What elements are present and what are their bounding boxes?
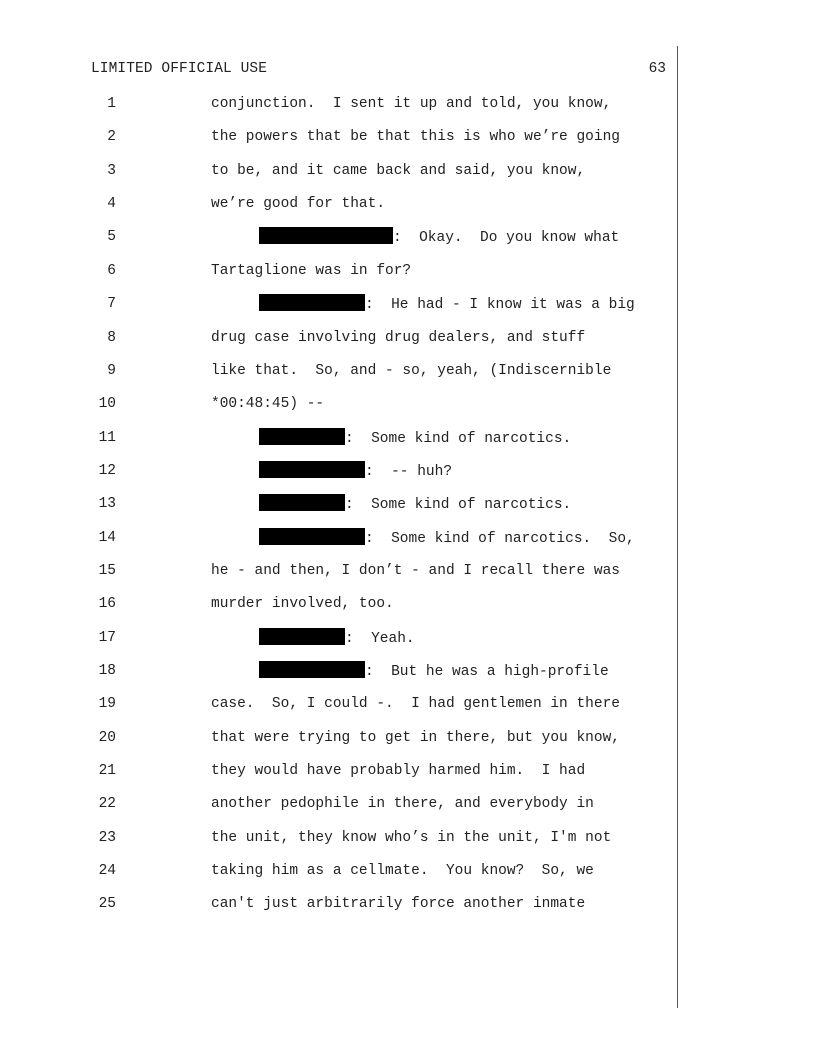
- line-content: to be, and it came back and said, you know,: [211, 162, 586, 179]
- speaker-line-text: [259, 661, 609, 682]
- transcript-line: [0, 528, 816, 548]
- line-number: 25: [98, 896, 116, 913]
- transcript-line: [0, 161, 816, 181]
- line-content: another pedophile in there, and everybody in: [211, 796, 594, 813]
- speaker-line-text: [259, 428, 571, 449]
- line-content: we’re good for that.: [211, 196, 386, 213]
- transcript-line: [0, 694, 816, 714]
- line-content: they would have probably harmed him. I had: [211, 763, 586, 779]
- line-content: Tartaglione was in for?: [211, 262, 412, 279]
- transcript-line: [0, 361, 816, 381]
- transcript-line: [0, 94, 816, 114]
- transcript-line: [0, 628, 816, 648]
- line-text: [211, 161, 585, 181]
- redacted-speaker-name: [259, 461, 365, 478]
- line-content: : Some kind of narcotics.: [345, 430, 572, 447]
- speaker-line-text: [259, 528, 635, 549]
- line-number: 1: [107, 96, 116, 112]
- redacted-speaker-name: [259, 428, 345, 445]
- line-number: 6: [107, 262, 116, 279]
- transcript-line: [0, 661, 816, 681]
- line-text: [211, 127, 620, 147]
- redacted-speaker-name: [259, 528, 365, 545]
- transcript-line: [0, 261, 816, 281]
- line-text: [211, 694, 620, 714]
- line-text: [211, 328, 585, 348]
- line-text: [211, 261, 411, 281]
- page-number: 63: [648, 61, 666, 77]
- line-content: conjunction. I sent it up and told, you know,: [211, 96, 612, 112]
- speaker-line-text: [259, 628, 415, 649]
- line-number: 4: [107, 196, 116, 213]
- line-content: case. So, I could -. I had gentlemen in there: [211, 696, 620, 713]
- line-content: the unit, they know who’s in the unit, I'm not: [211, 829, 612, 846]
- line-text: [211, 728, 620, 748]
- transcript-line: [0, 461, 816, 481]
- line-number: 15: [98, 562, 116, 579]
- line-text: [211, 861, 594, 881]
- line-content: : -- huh?: [365, 463, 453, 480]
- line-number: 22: [98, 796, 116, 813]
- redacted-speaker-name: [259, 628, 345, 645]
- transcript-line: [0, 494, 816, 514]
- speaker-line-text: [259, 227, 619, 248]
- line-text: [211, 594, 394, 614]
- line-number: 2: [107, 129, 116, 146]
- line-content: drug case involving drug dealers, and stuff: [211, 329, 586, 346]
- line-content: he - and then, I don’t - and I recall there was: [211, 562, 620, 579]
- redacted-speaker-name: [259, 294, 365, 311]
- redacted-speaker-name: [259, 227, 393, 244]
- classification-header: LIMITED OFFICIAL USE: [91, 61, 268, 77]
- line-number: 12: [98, 462, 116, 479]
- redacted-speaker-name: [259, 661, 365, 678]
- line-number: 23: [98, 829, 116, 846]
- line-number: 18: [98, 663, 116, 679]
- transcript-line: [0, 227, 816, 247]
- transcript-line: [0, 294, 816, 314]
- line-text: [211, 561, 620, 581]
- line-content: like that. So, and - so, yeah, (Indiscernible: [211, 362, 612, 379]
- transcript-line: [0, 561, 816, 581]
- transcript-line: [0, 761, 816, 781]
- line-content: *00:48:45) --: [211, 396, 325, 413]
- line-number: 11: [98, 429, 116, 446]
- speaker-line-text: [259, 461, 452, 482]
- transcript-line: [0, 794, 816, 814]
- transcript-line: [0, 428, 816, 448]
- transcript-line: [0, 127, 816, 147]
- speaker-line-text: [259, 294, 635, 315]
- speaker-line-text: [259, 494, 571, 515]
- transcript-line: [0, 828, 816, 848]
- line-content: : Some kind of narcotics.: [345, 497, 572, 514]
- transcript-line: [0, 594, 816, 614]
- transcript-line: [0, 394, 816, 414]
- line-content: that were trying to get in there, but you know,: [211, 729, 620, 746]
- line-number: 10: [98, 396, 116, 413]
- transcript-line: [0, 894, 816, 914]
- line-number: 17: [98, 629, 116, 646]
- line-content: taking him as a cellmate. You know? So, we: [211, 863, 594, 880]
- line-number: 14: [98, 529, 116, 546]
- line-text: [211, 394, 324, 414]
- line-text: [211, 761, 585, 781]
- line-number: 9: [107, 362, 116, 379]
- transcript-line: [0, 194, 816, 214]
- line-content: : He had - I know it was a big: [365, 297, 635, 314]
- line-text: [211, 194, 385, 214]
- transcript-line: [0, 728, 816, 748]
- line-content: can't just arbitrarily force another inmate: [211, 896, 586, 913]
- line-text: [211, 794, 594, 814]
- line-text: [211, 94, 611, 114]
- line-content: : But he was a high-profile: [365, 664, 609, 680]
- line-number: 24: [98, 863, 116, 880]
- line-text: [211, 894, 585, 914]
- line-content: : Okay. Do you know what: [393, 230, 620, 247]
- line-text: [211, 361, 611, 381]
- line-number: 19: [98, 696, 116, 713]
- line-number: 13: [98, 496, 116, 513]
- line-content: : Yeah.: [345, 630, 415, 647]
- line-content: murder involved, too.: [211, 596, 394, 613]
- redacted-speaker-name: [259, 494, 345, 511]
- line-number: 20: [98, 729, 116, 746]
- line-number: 16: [98, 596, 116, 613]
- line-text: [211, 828, 611, 848]
- line-number: 7: [107, 296, 116, 313]
- line-number: 21: [98, 763, 116, 779]
- line-number: 5: [107, 229, 116, 246]
- line-content: : Some kind of narcotics. So,: [365, 530, 635, 547]
- line-content: the powers that be that this is who we’re going: [211, 129, 620, 146]
- line-number: 8: [107, 329, 116, 346]
- transcript-line: [0, 328, 816, 348]
- transcript-line: [0, 861, 816, 881]
- line-number: 3: [107, 162, 116, 179]
